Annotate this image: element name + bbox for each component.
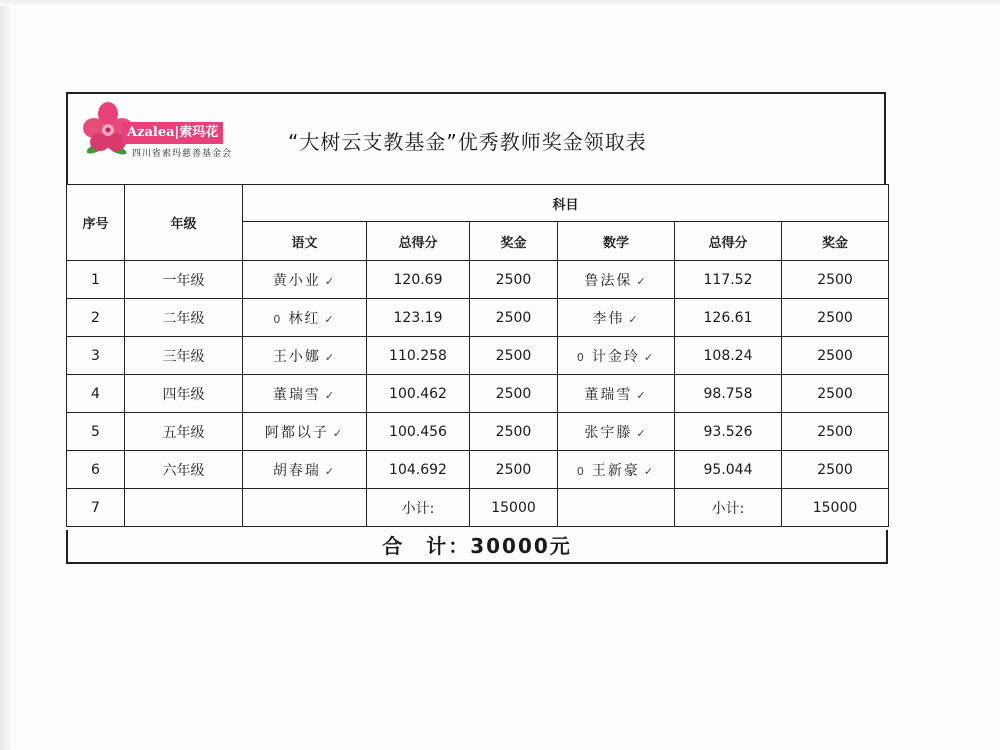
row-seq: 4 xyxy=(67,375,125,413)
math-subtotal-value: 15000 xyxy=(782,489,889,527)
chinese-teacher: 黄小业 xyxy=(272,272,321,289)
math-score: 126.61 xyxy=(675,299,782,337)
table-row xyxy=(67,299,889,337)
document-title: “大树云支教基金”优秀教师奖金领取表 xyxy=(288,130,647,154)
chinese-teacher: 林红 xyxy=(288,310,321,327)
math-teacher-cell xyxy=(558,451,675,489)
award-table xyxy=(66,184,889,527)
header-chinese-score: 总得分 xyxy=(367,222,470,261)
check-mark-icon: ✓ xyxy=(324,274,337,288)
math-bonus: 2500 xyxy=(782,413,889,451)
circle-mark-icon: 0 xyxy=(273,312,283,326)
check-mark-icon: ✓ xyxy=(628,312,640,326)
row-seq: 1 xyxy=(67,261,125,299)
check-mark-icon: ✓ xyxy=(324,312,336,326)
chinese-subtotal-value: 15000 xyxy=(470,489,558,527)
logo-brand: Azalea|索玛花 xyxy=(122,122,223,144)
math-teacher: 鲁法保 xyxy=(584,272,633,289)
math-bonus: 2500 xyxy=(782,261,889,299)
empty-cell xyxy=(558,489,675,527)
row-seq: 2 xyxy=(67,299,125,337)
header-row xyxy=(67,185,889,222)
math-teacher-cell xyxy=(558,375,675,413)
chinese-teacher-cell xyxy=(243,337,367,375)
math-teacher: 李伟 xyxy=(592,310,625,327)
math-bonus: 2500 xyxy=(782,375,889,413)
row-grade: 一年级 xyxy=(125,261,243,299)
check-mark-icon: ✓ xyxy=(636,388,648,402)
chinese-teacher-cell xyxy=(243,299,367,337)
row-seq: 5 xyxy=(67,413,125,451)
table-row xyxy=(67,413,889,451)
chinese-score: 100.462 xyxy=(367,375,470,413)
math-teacher: 王新豪 xyxy=(591,462,640,479)
math-teacher-cell xyxy=(558,337,675,375)
header-math: 数学 xyxy=(558,222,675,261)
math-score: 117.52 xyxy=(675,261,782,299)
chinese-teacher: 胡春瑞 xyxy=(272,462,321,479)
table-row xyxy=(67,451,889,489)
math-bonus: 2500 xyxy=(782,451,889,489)
chinese-teacher-cell xyxy=(243,451,367,489)
check-mark-icon: ✓ xyxy=(636,426,648,440)
row-grade: 四年级 xyxy=(125,375,243,413)
scan-edge-top xyxy=(0,0,1000,6)
check-mark-icon: ✓ xyxy=(324,388,337,402)
chinese-score: 104.692 xyxy=(367,451,470,489)
check-mark-icon: ✓ xyxy=(643,464,656,478)
chinese-bonus: 2500 xyxy=(470,451,558,489)
chinese-score: 123.19 xyxy=(367,299,470,337)
math-teacher: 董瑞雪 xyxy=(584,386,633,403)
chinese-teacher-cell xyxy=(243,375,367,413)
chinese-teacher-cell xyxy=(243,261,367,299)
chinese-bonus: 2500 xyxy=(470,337,558,375)
chinese-bonus: 2500 xyxy=(470,299,558,337)
math-score: 108.24 xyxy=(675,337,782,375)
header-math-bonus: 奖金 xyxy=(782,222,889,261)
row-grade: 六年级 xyxy=(125,451,243,489)
row-seq: 7 xyxy=(67,489,125,527)
chinese-teacher: 董瑞雪 xyxy=(272,386,321,403)
form-header xyxy=(66,92,886,184)
math-bonus: 2500 xyxy=(782,299,889,337)
scan-edge xyxy=(0,0,10,750)
grand-total: 合 计：30000元 xyxy=(66,530,888,564)
math-teacher-cell xyxy=(558,261,675,299)
math-score: 93.526 xyxy=(675,413,782,451)
award-form xyxy=(66,92,888,562)
math-score: 95.044 xyxy=(675,451,782,489)
row-seq: 3 xyxy=(67,337,125,375)
logo-organization: 四川省索玛慈善基金会 xyxy=(132,149,233,159)
empty-cell xyxy=(243,489,367,527)
math-teacher-cell xyxy=(558,299,675,337)
check-mark-icon: ✓ xyxy=(332,426,345,440)
chinese-score: 120.69 xyxy=(367,261,470,299)
math-bonus: 2500 xyxy=(782,337,889,375)
row-grade: 二年级 xyxy=(125,299,243,337)
chinese-score: 110.258 xyxy=(367,337,470,375)
chinese-teacher-cell xyxy=(243,413,367,451)
subtotal-row xyxy=(67,489,889,527)
row-grade: 五年级 xyxy=(125,413,243,451)
header-chinese: 语文 xyxy=(243,222,367,261)
header-grade: 年级 xyxy=(125,185,243,261)
chinese-bonus: 2500 xyxy=(470,261,558,299)
chinese-score: 100.456 xyxy=(367,413,470,451)
header-subject: 科目 xyxy=(243,185,889,222)
math-subtotal-label: 小计: xyxy=(675,489,782,527)
chinese-teacher: 阿都以子 xyxy=(264,424,329,441)
chinese-bonus: 2500 xyxy=(470,375,558,413)
empty-cell xyxy=(125,489,243,527)
chinese-subtotal-label: 小计: xyxy=(367,489,470,527)
row-grade: 三年级 xyxy=(125,337,243,375)
azalea-logo xyxy=(80,100,250,162)
header-math-score: 总得分 xyxy=(675,222,782,261)
circle-mark-icon: 0 xyxy=(576,350,586,364)
table-row xyxy=(67,337,889,375)
check-mark-icon: ✓ xyxy=(636,274,648,288)
row-seq: 6 xyxy=(67,451,125,489)
header-seq: 序号 xyxy=(67,185,125,261)
chinese-teacher: 王小娜 xyxy=(272,348,321,365)
check-mark-icon: ✓ xyxy=(643,350,656,364)
table-row xyxy=(67,261,889,299)
math-score: 98.758 xyxy=(675,375,782,413)
check-mark-icon: ✓ xyxy=(324,350,337,364)
circle-mark-icon: 0 xyxy=(576,464,586,478)
header-chinese-bonus: 奖金 xyxy=(470,222,558,261)
math-teacher: 张宇滕 xyxy=(584,424,633,441)
chinese-bonus: 2500 xyxy=(470,413,558,451)
math-teacher: 计金玲 xyxy=(591,348,640,365)
math-teacher-cell xyxy=(558,413,675,451)
check-mark-icon: ✓ xyxy=(324,464,337,478)
table-row xyxy=(67,375,889,413)
